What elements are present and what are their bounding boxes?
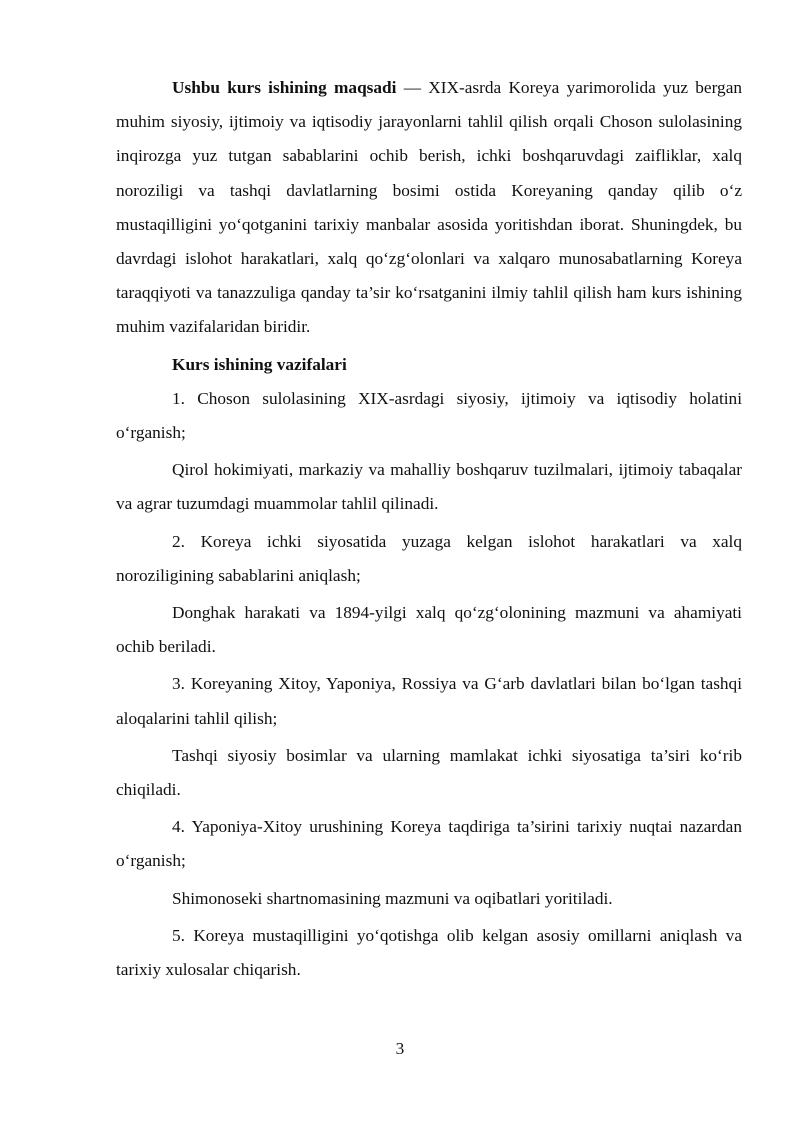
task-1: 1. Choson sulolasining XIX-asrdagi siyosiy, ijtimoiy va iqtisodiy holatini o‘rganish; [116, 388, 742, 443]
intro-lead-bold: Ushbu kurs ishining maqsadi [172, 78, 397, 97]
task-3: 3. Koreyaning Xitoy, Yaponiya, Rossiya va G‘arb davlatlari bilan bo‘lgan tashqi aloqalarini tahlil qilish; [116, 674, 742, 728]
document-page [116, 71, 742, 987]
intro-lead-text: — XIX-asrda Koreya yarimorolida yuz bergan muhim siyosiy, ijtimoiy va iqtisodiy jarayonlarni tahlil qilish orqali Choson sulolasining inqirozga yuz tutgan sabablarini ochib berish, ichki boshqaruvdagi zaifliklar, xalq noroziligi va tashqi davlatlarning bosimi ostida Koreyaning qanday qilib o‘z mustaqilligini yo‘qotganini tarixiy manbalar asosida yoritishdan iborat. Shuningdek, bu davrdagi islohot harakatlari, xalq qo‘zg‘olonlari va xalqaro munosabatlarning Koreya taraqqiyoti va tanazzuliga qanday ta’sir ko‘rsatganini ilmiy tahlil qilish ham kurs ishining muhim vazifalaridan biridir. [116, 78, 742, 337]
task-3-detail: Tashqi siyosiy bosimlar va ularning mamlakat ichki siyosatiga ta’siri ko‘rib chiqiladi. [116, 745, 742, 800]
tasks-heading: Kurs ishining vazifalari [172, 354, 347, 374]
task-1-detail: Qirol hokimiyati, markaziy va mahalliy boshqaruv tuzilmalari, ijtimoiy tabaqalar va agrar tuzumdagi muammolar tahlil qilinadi. [116, 460, 742, 514]
task-5: 5. Koreya mustaqilligini yo‘qotishga olib kelgan asosiy omillarni aniqlash va tarixiy xulosalar chiqarish. [116, 925, 742, 980]
task-4: 4. Yaponiya-Xitoy urushining Koreya taqdiriga ta’sirini tarixiy nuqtai nazardan o‘rganish; [116, 817, 742, 871]
task-2: 2. Koreya ichki siyosatida yuzaga kelgan islohot harakatlari va xalq noroziligining sabablarini aniqlash; [116, 531, 742, 585]
task-4-detail: Shimonoseki shartnomasining mazmuni va oqibatlari yoritiladi. [172, 888, 613, 908]
task-2-detail: Donghak harakati va 1894-yilgi xalq qo‘zg‘olonining mazmuni va ahamiyati ochib beriladi. [116, 603, 742, 657]
intro-paragraph [116, 71, 742, 345]
page-number: 3 [395, 1039, 405, 1058]
